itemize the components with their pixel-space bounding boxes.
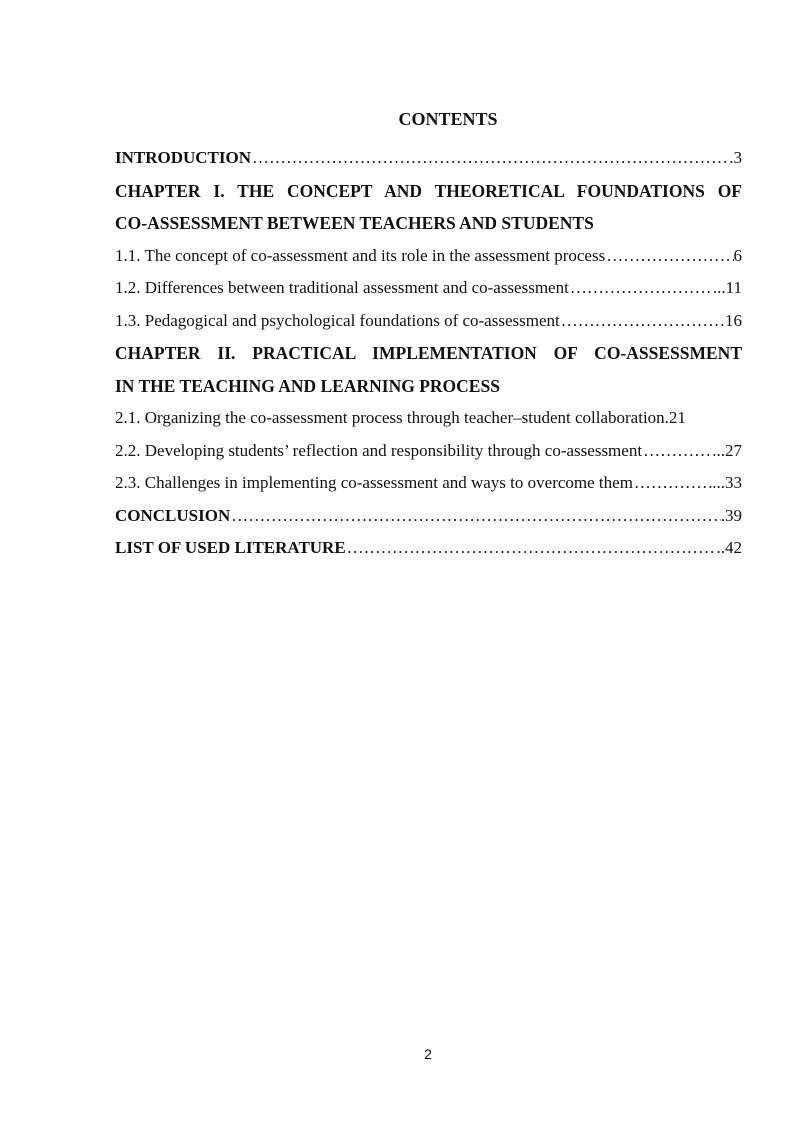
toc-entry-label: 2.2. Developing students’ reflection and responsibility through co-assessment [115, 440, 643, 460]
toc-entry-page: 6 [733, 245, 742, 265]
toc-entry-page: ...33 [712, 473, 742, 492]
dot-leader [633, 467, 712, 500]
toc-entry-1-1 [115, 240, 742, 273]
chapter-heading-line: CHAPTER II. PRACTICAL IMPLEMENTATION OF CO-ASSESSMENT [115, 343, 742, 363]
toc-chapter-2-heading [115, 337, 742, 402]
toc-entry-page: .39 [720, 505, 742, 525]
toc-entry-2-3 [115, 467, 742, 500]
table-of-contents [115, 142, 742, 565]
toc-entry-label: CONCLUSION [115, 505, 231, 525]
toc-entry-conclusion [115, 500, 742, 533]
page-number: 2 [424, 1046, 432, 1062]
toc-entry-2-1 [115, 402, 742, 435]
toc-entry-page: .3 [729, 148, 742, 167]
toc-entry-1-3 [115, 305, 742, 338]
toc-entry-page: 16 [725, 310, 742, 330]
contents-title: CONTENTS [398, 109, 498, 129]
toc-entry-page: 21 [668, 408, 686, 427]
dot-leader [230, 500, 721, 533]
chapter-heading-line: CHAPTER I. THE CONCEPT AND THEORETICAL FOUNDATIONS OF [115, 180, 742, 201]
dot-leader [605, 240, 733, 273]
toc-chapter-1-heading [115, 175, 742, 240]
chapter-heading-line: CO-ASSESSMENT BETWEEN TEACHERS AND STUDENTS [115, 213, 594, 233]
toc-entry-label: LIST OF USED LITERATURE [115, 538, 346, 557]
dot-leader [642, 435, 712, 468]
dot-leader [560, 305, 725, 338]
toc-entry-1-2 [115, 272, 742, 305]
toc-entry-label: INTRODUCTION [115, 148, 252, 167]
toc-entry-page: ...27 [712, 440, 742, 460]
toc-entry-label: 1.3. Pedagogical and psychological foundations of co-assessment [115, 310, 560, 330]
toc-entry-page: ...11 [712, 278, 742, 297]
toc-entry-2-2 [115, 435, 742, 468]
toc-entry-introduction [115, 142, 742, 175]
toc-entry-label: 2.1. Organizing the co-assessment process through teacher–student collaboration. [115, 408, 669, 427]
toc-entry-literature [115, 532, 742, 565]
chapter-heading-line: IN THE TEACHING AND LEARNING PROCESS [115, 375, 500, 396]
toc-entry-label: 1.1. The concept of co-assessment and its role in the assessment process [115, 245, 606, 265]
toc-entry-label: 2.3. Challenges in implementing co-assessment and ways to overcome them [115, 473, 633, 492]
dot-leader [346, 532, 717, 565]
toc-entry-page: ..42 [716, 538, 742, 557]
dot-leader [251, 142, 729, 175]
toc-entry-label: 1.2. Differences between traditional assessment and co-assessment [115, 278, 569, 297]
dot-leader [569, 272, 713, 305]
